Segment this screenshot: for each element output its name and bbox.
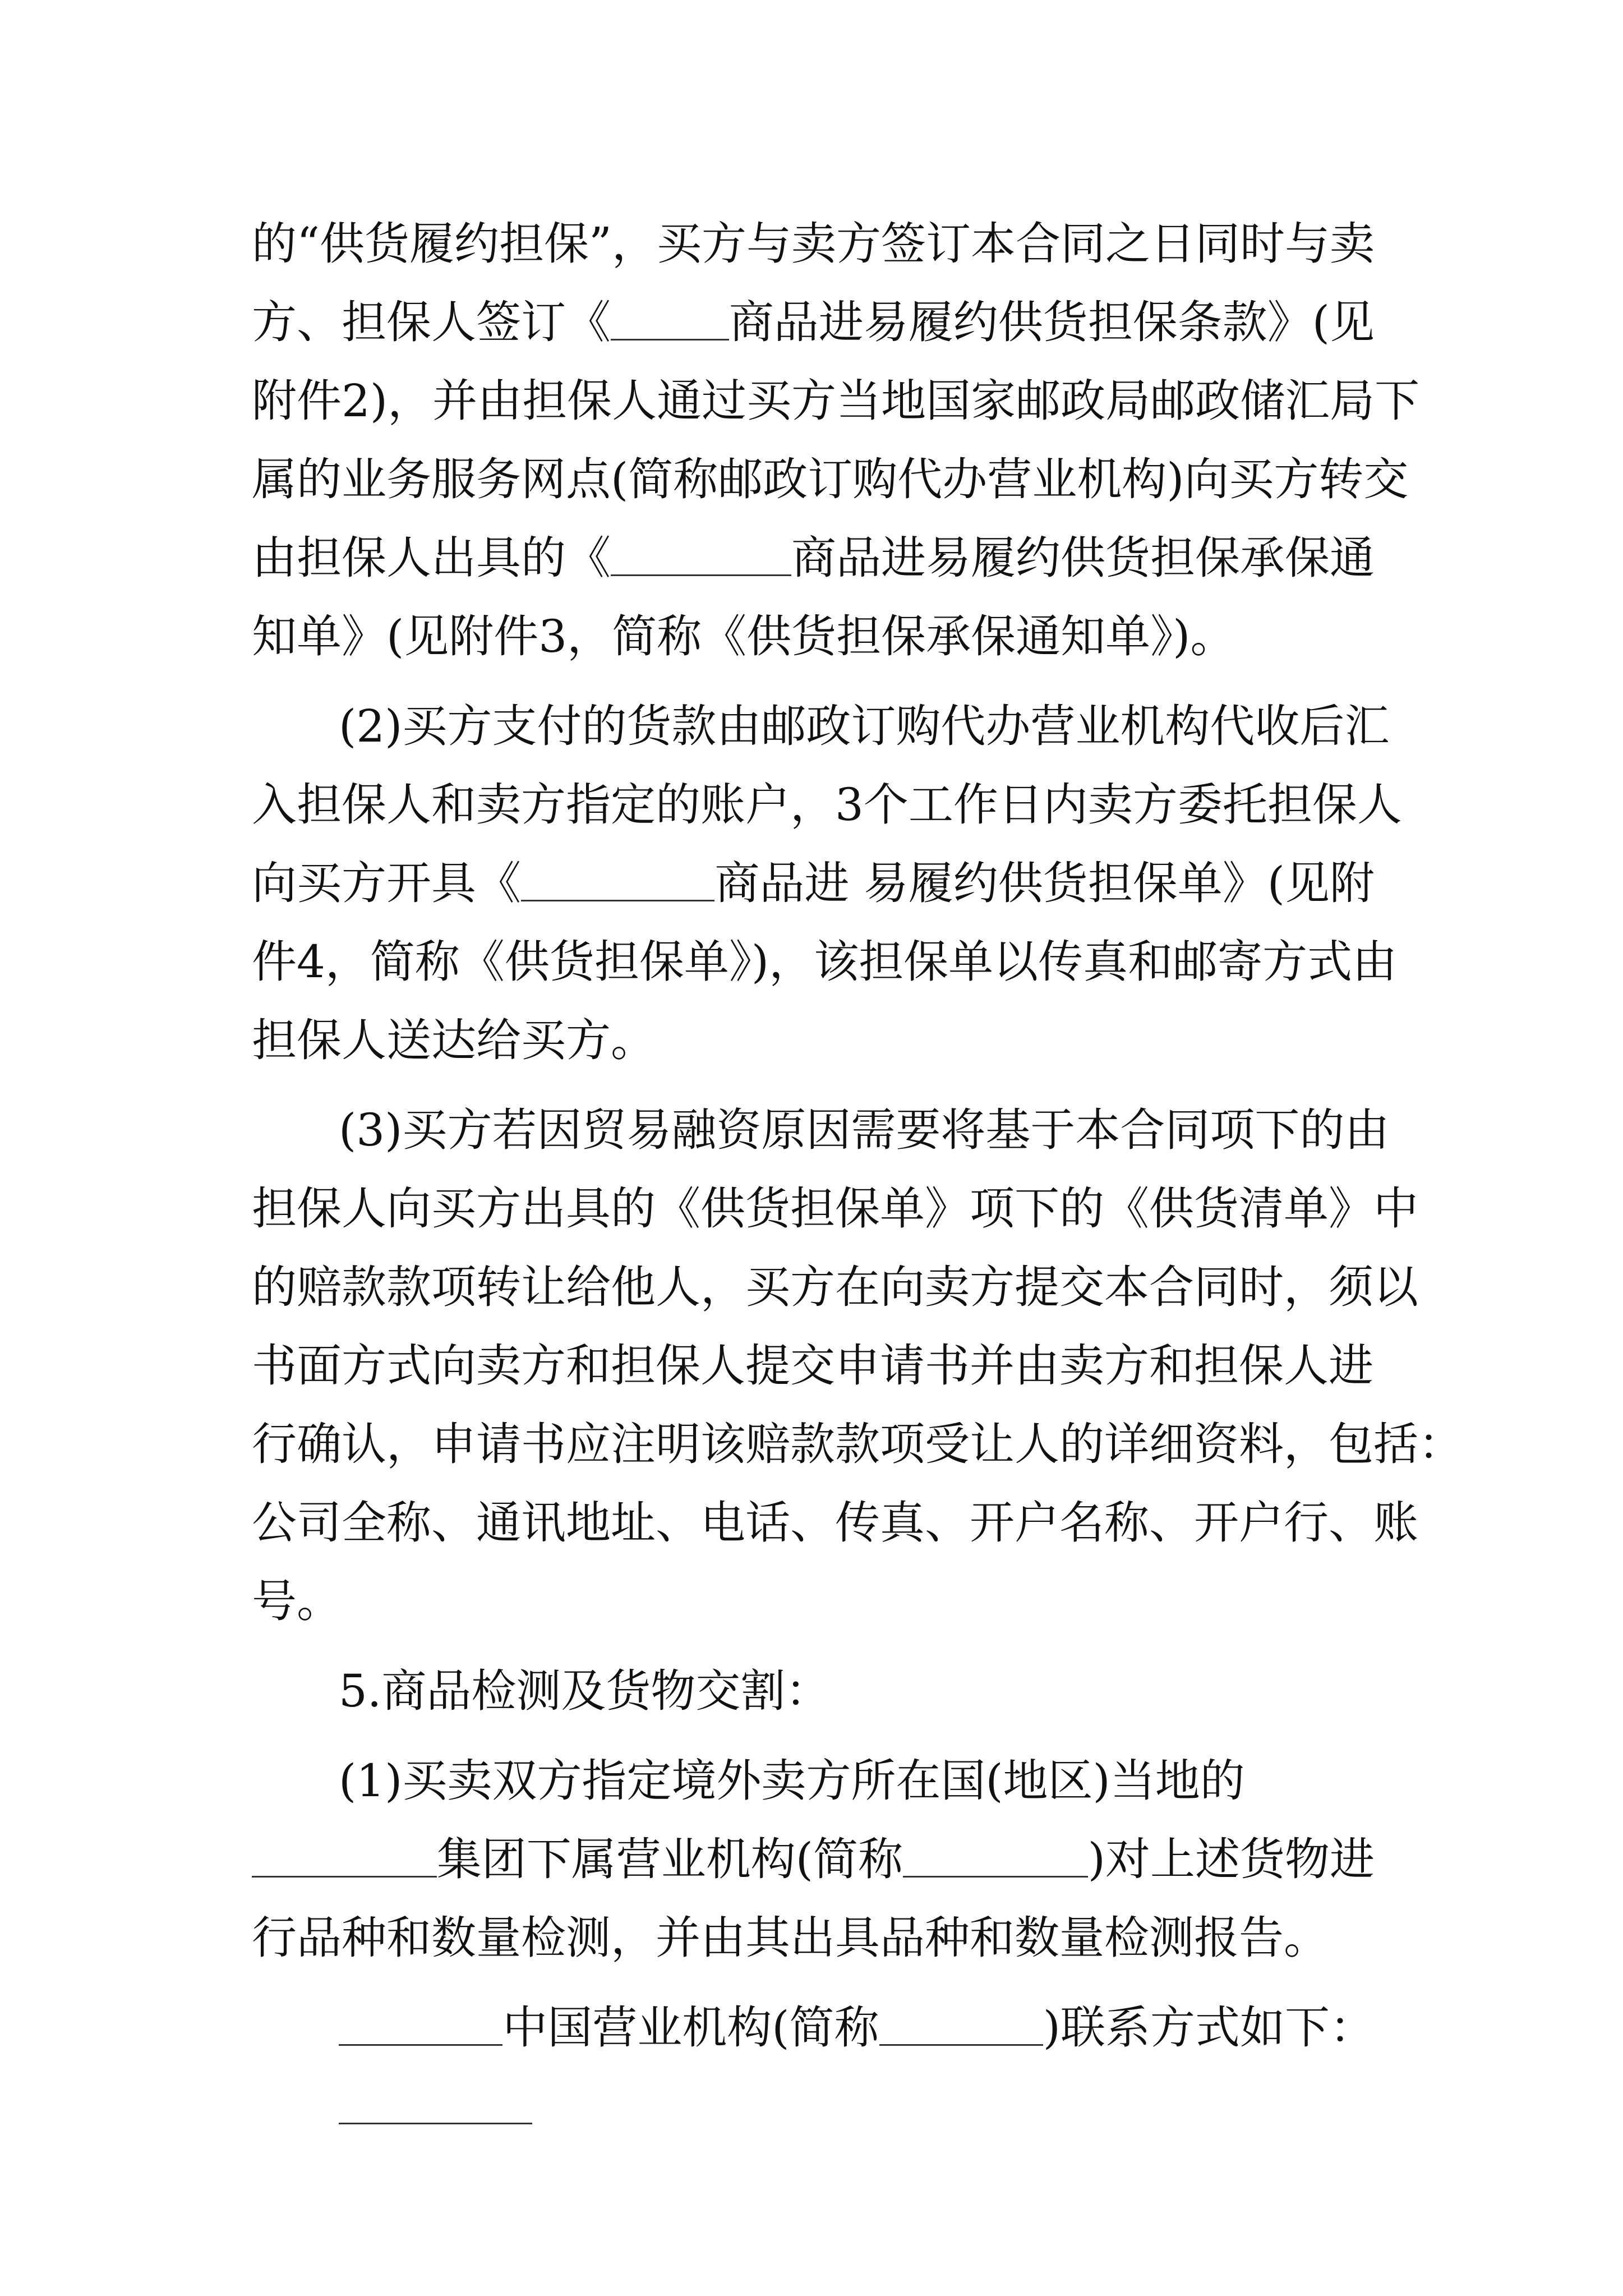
text-line	[252, 1405, 1463, 1484]
text-line	[252, 1820, 1375, 1899]
text-segment: 行确认，申请书应注明该赔款款项受让人的详细资料，包括：	[252, 1418, 1463, 1470]
text-line	[252, 1327, 1375, 1405]
text-line	[252, 1562, 1375, 1641]
text-line	[252, 1899, 1375, 1977]
text-line	[252, 519, 1375, 597]
text-segment: )对上述货物进	[1087, 1833, 1375, 1885]
text-segment: “供货履约担保”，	[297, 218, 657, 270]
section-heading-text: 5.商品检测及货物交割：	[339, 1665, 831, 1717]
text-line	[252, 362, 1420, 440]
text-segment: 书面方式向卖方和担保人提交申请书并由卖方和担保人进	[252, 1340, 1373, 1392]
text-segment: 商品进易履约供货担保条款》(见	[728, 296, 1375, 348]
text-segment: 的赔款款项转让给他人，买方在向卖方提交本合同时，须以	[252, 1261, 1418, 1313]
fill-in-blank	[521, 866, 714, 901]
text-segment: 入担保人和卖方指定的账户，3个工作日内卖方委托担保人	[252, 779, 1402, 831]
text-line	[252, 205, 1375, 283]
text-segment: 集团下属营业机构(简称	[436, 1833, 903, 1885]
text-segment: 知单》(见附件3，简称《供货担保承保通知单》)。	[252, 610, 1235, 662]
text-line	[252, 1484, 1418, 1562]
text-segment: 行品种和数量检测，并由其出具品种和数量检测报告。	[252, 1912, 1329, 1964]
section-heading	[339, 1652, 1375, 1731]
fill-in-blank	[611, 541, 791, 576]
fill-in-blank	[903, 1842, 1088, 1878]
text-segment: 的	[252, 218, 297, 270]
text-line	[252, 1170, 1418, 1248]
text-segment: (2)买方支付的货款由邮政订购代办营业机构代收后汇	[339, 700, 1390, 752]
text-line	[339, 687, 1390, 766]
text-segment: 号。	[252, 1575, 342, 1627]
text-segment: 属的业务服务网点(简称邮政订购代办营业机构)向买方转交	[252, 453, 1409, 505]
text-line	[252, 283, 1375, 362]
text-line	[339, 1742, 1375, 1820]
text-segment: 担保人送达给买方。	[252, 1014, 656, 1066]
text-segment: 商品进 易履约供货担保单》(见附	[714, 857, 1375, 909]
text-line	[339, 1989, 1375, 2067]
text-segment: 担保人向买方出具的《供货担保单》项下的《供货清单》中	[252, 1182, 1418, 1235]
text-segment: )联系方式如下：	[1043, 2001, 1375, 2054]
text-line	[252, 766, 1402, 844]
text-segment: 公司全称、通讯地址、电话、传真、开户名称、开户行、账	[252, 1497, 1418, 1549]
fill-in-blank	[339, 2089, 532, 2124]
text-line	[252, 923, 1398, 1001]
text-segment: (3)买方若因贸易融资原因需要将基于本合同项下的由	[339, 1104, 1390, 1156]
text-segment: 向买方开具《	[252, 857, 521, 909]
text-segment: 由担保人出具的《	[252, 532, 611, 584]
text-segment: 件4，简称《供货担保单》)，该担保单以传真和邮寄方式由	[252, 936, 1398, 988]
text-segment: 附件2)，并由担保人通过买方当地国家邮政局邮政储汇局下	[252, 375, 1420, 427]
text-line	[252, 844, 1375, 923]
fill-in-blank	[339, 2010, 502, 2046]
fill-in-blank	[611, 305, 729, 341]
text-line	[339, 2067, 1375, 2146]
text-line	[252, 440, 1409, 519]
text-segment: (1)买卖双方指定境外卖方所在国(地区)当地的	[339, 1755, 1245, 1807]
text-segment: 商品进易履约供货担保承保通	[791, 532, 1375, 584]
text-segment: 中国营业机构(简称	[502, 2001, 879, 2054]
text-segment: 买方与卖方签订本合同之日同时与卖	[656, 218, 1375, 270]
text-segment: 方、担保人签订《	[252, 296, 611, 348]
text-line	[252, 597, 1375, 676]
text-line	[252, 1248, 1418, 1327]
fill-in-blank	[252, 1842, 437, 1878]
text-line	[252, 1001, 1375, 1080]
text-line	[339, 1091, 1390, 1170]
fill-in-blank	[879, 2010, 1043, 2046]
